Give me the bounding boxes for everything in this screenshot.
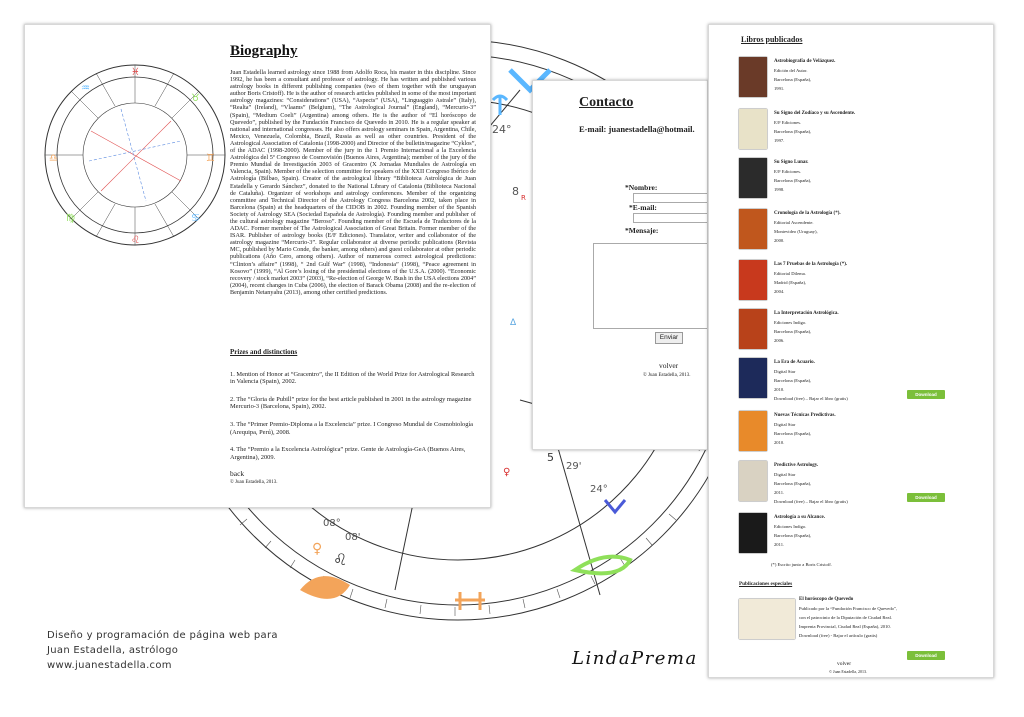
prize-item: 4. The “Premio a la Excelencia Astrológica” prize. Gente de Astrología-GeA (Buenos Aires, Argentina), 2009. <box>230 446 466 461</box>
book-title: Nuevas Técnicas Predictivas. <box>774 413 836 418</box>
svg-text:♌: ♌ <box>333 550 348 569</box>
book-title: Astrología a su Alcance. <box>774 515 826 520</box>
books-note: (*) Escrito junto a Boris Cristoff. <box>771 562 832 567</box>
books-page <box>708 24 994 678</box>
download-link[interactable]: Download (free) – Bajar el libro (gratis) <box>774 499 848 504</box>
svg-text:♊: ♊ <box>206 153 215 164</box>
download-button[interactable]: Download <box>907 651 945 660</box>
book-year: 1991. <box>774 86 785 91</box>
svg-text:♀: ♀ <box>312 541 323 557</box>
book-place: Montevideo (Uruguay), <box>774 229 818 234</box>
contact-page <box>532 80 708 450</box>
prizes-section <box>230 349 478 471</box>
svg-text:08': 08' <box>345 532 361 543</box>
book-publisher: Digital Star <box>774 422 796 427</box>
books-title: Libros publicados <box>741 35 803 44</box>
svg-text:♌: ♌ <box>131 235 140 246</box>
svg-text:♎: ♎ <box>49 153 58 164</box>
book-publisher: E/F Ediciones. <box>774 169 802 174</box>
credits-url[interactable]: www.juanestadella.com <box>47 660 172 671</box>
natal-chart-image <box>41 61 229 249</box>
book-cover-image <box>739 513 767 553</box>
svg-text:♀: ♀ <box>503 467 511 478</box>
svg-text:24°: 24° <box>492 123 512 136</box>
book-cover-image <box>739 461 767 501</box>
biography-page <box>24 24 491 508</box>
svg-text:♉: ♉ <box>191 93 200 104</box>
svg-text:5: 5 <box>547 451 554 464</box>
book-cover-image <box>739 158 767 198</box>
book-place: Barcelona (España), <box>774 481 812 486</box>
svg-text:♍: ♍ <box>66 213 75 224</box>
book-year: 2006. <box>774 338 785 343</box>
book-place: Barcelona (España), <box>774 533 812 538</box>
book-title: La Era de Acuario. <box>774 360 815 365</box>
copyright: © Juan Estadella, 2013. <box>230 480 278 485</box>
name-input[interactable] <box>633 193 708 203</box>
book-year: 2004. <box>774 289 785 294</box>
contact-email[interactable]: E-mail: juanestadella@hotmail. <box>579 124 695 134</box>
book-publisher: E/F Ediciones. <box>774 120 802 125</box>
book-place: Barcelona (España), <box>774 77 812 82</box>
copyright: © Juan Estadella, 2013. <box>643 373 691 378</box>
contact-title: Contacto <box>579 95 634 110</box>
book-publisher: Digital Star <box>774 472 796 477</box>
credits <box>47 628 278 673</box>
book-year: 2000. <box>774 238 785 243</box>
biography-title: Biography <box>230 43 298 59</box>
svg-text:29': 29' <box>566 461 582 472</box>
credits-line: Juan Estadella, astrólogo <box>47 645 179 656</box>
credits-line: Diseño y programación de página web para <box>47 630 278 641</box>
svg-text:R: R <box>521 194 526 202</box>
prize-item: 1. Mention of Honor at “Gracentro”, the II Edition of the World Prize for Astrological Research in Valencia (Spain), 2002. <box>230 370 475 386</box>
book-year: 2010. <box>774 440 785 445</box>
special-line: Imprenta Provincial, Ciudad Real (España), 2010. <box>799 624 891 629</box>
svg-text:♒: ♒ <box>81 83 90 94</box>
svg-text:8: 8 <box>512 185 519 198</box>
download-link[interactable]: Download (free) – Bajar el libro (gratis) <box>774 396 848 401</box>
message-label: *Mensaje: <box>625 226 659 235</box>
book-place: Barcelona (España), <box>774 431 812 436</box>
book-cover-image <box>739 309 767 349</box>
special-cover-image <box>739 599 795 639</box>
special-line: Publicado por la “Fundación Francisco de Quevedo”, <box>799 606 898 611</box>
copyright: © Juan Estadella, 2013. <box>829 669 868 674</box>
book-year: 2011. <box>774 490 785 495</box>
send-button[interactable]: Enviar <box>655 332 683 344</box>
download-link[interactable]: Download (free) - Bajar el artículo (gratis) <box>799 633 878 638</box>
svg-text:08°: 08° <box>323 518 341 529</box>
book-publisher: Editorial Ascendente. <box>774 220 814 225</box>
book-cover-image <box>739 358 767 398</box>
book-publisher: Ediciones Indigo. <box>774 524 807 529</box>
back-link[interactable]: volver <box>837 661 852 667</box>
email-input[interactable] <box>633 213 708 223</box>
prize-item: 2. The “Gloria de Pubill” prize for the best article published in 2001 in the astrology magazine Mercurio-3 (Barcelona, Spain), 2002. <box>230 395 472 411</box>
book-publisher: Ediciones Indigo. <box>774 320 807 325</box>
book-title: La Interpretación Astrológica. <box>774 311 839 316</box>
book-place: Madrid (España), <box>774 280 807 285</box>
book-place: Barcelona (España), <box>774 378 812 383</box>
back-link[interactable]: volver <box>659 361 679 370</box>
back-link[interactable]: back <box>230 469 245 478</box>
name-label: *Nombre: <box>625 183 658 192</box>
biography-text: Juan Estadella learned astrology since 1988 from Adolfo Roca, his master in this discipline. Since 1992, he has been a consultant and professor of astrology. He has written and published various astrology books in different publishing companies (two of them together with the uruguayan author Boris Cristoff). He is the author of research articles published in some of the most important astrology magazines: “Considerations” (USA), “Aspects” (USA), “Linguaggio Astrale” (Italy), “Realta” (Ireland), “Vlaams” (Belgium), “The Astrological Journal” (England), “Mercurio-3” (Spain), “Medium Coeli” (Argentina) among others. He is the author of “El horóscopo de Quevedo”, published by the Fundación Francisco de Quevedo in 2010. He is a regular speaker at national and international congresses. He also offers astrology seminars in Spain, Argentina, Chile, Mexico, Venezuela, Colombia, Brazil, Russia as well as other countries. President of the Astrological Association of Catalonia (1998-2000) and Director of the bulletin/magazine “Cyklos”, of the ADAC (1998-2000). Member of the jury in the 1 Premio Internacional a la Excelencia Astrológica del 5º Congreso de Cosmovisión (Buenos Aires, Argentina); member of the jury of the Premio Mundial de Investigación 2003 of Gracentro (X Jornadas Mundiales de Astrología en Valencia, Spain). Member of the selection committee for speakers of the XXII Congreso Ibérico de Astrología (Bilbao, Spain). Creator of the astrological library “Biblioteca Astrológica de Juan Estadella y Gerardo Sánchez”, donated to the National Library of Catalonia (Biblioteca Nacional de Cataluña). Organizer of workshops and astrology conferences. Member of the organizing committee and Technical Director of the Astrology Congress Barcelona 2002, taken place in Barcelona (Spain) at the headquarters of the CIDOB in 2002. Founding member of the Spanish Society of Astrology SEA (Sociedad Española de Astrología). Founding member and publisher of the cultural astrology magazine “Beroso”. Founding member of the Escuela de Traductores de la ADAC. Former member of The Astrological Association of Great Britain. Former member of the ISAR. Publisher of astrology books (E/F Ediciones). Translator, writer and collaborator of the astrology magazine “Mercurio-3”. Regular collaborator at diverse periodic publications (Revista MC, published by Mario Conde, the banker, among others) and guest collaborator at other periodic publications (Año Cero, among others). Author of numerous correct astrological predictions: “Clinton’s affaire” (1998), “ 2nd Gulf War” (1998), “Indonesia” (1998), “Peace agreement in Kosovo” (1999), “Al Gore’s losing of the presidential elections of the U.S.A. (2000). “Economic recovery / stock market 2003” (2003), “Re-election of George W. Bush in the USA elections 2004” (2004), recent changes in Cuba (2006), the election of Barack Obama (2008) and the re-election of Benjamin Netanyahu (2013), among other certified predictions. <box>230 69 476 296</box>
book-title: Su Signo del Zodíaco y su Ascendente. <box>774 111 856 116</box>
book-title: Astrobiografía de Velázquez. <box>774 59 836 64</box>
book-title: Cronología de la Astrología (*). <box>774 211 841 216</box>
svg-text:♋: ♋ <box>191 213 200 224</box>
svg-text:Δ: Δ <box>510 318 517 328</box>
designer-signature: LindaPrema <box>572 648 698 669</box>
book-publisher: Digital Star <box>774 369 796 374</box>
book-place: Barcelona (España), <box>774 129 812 134</box>
svg-text:24°: 24° <box>590 484 608 495</box>
message-textarea[interactable] <box>593 243 708 329</box>
prize-item: 3. The “Primer Premio-Diploma a la Excelencia” prize. I Congreso Mundial de Cosmobiología (Arequipa, Perú), 2008. <box>230 420 474 436</box>
book-cover-image <box>739 209 767 249</box>
download-button[interactable]: Download <box>907 390 945 399</box>
prizes-title: Prizes and distinctions <box>230 348 298 356</box>
download-button[interactable]: Download <box>907 493 945 502</box>
book-cover-image <box>739 57 767 97</box>
book-title: Las 7 Pruebas de la Astrología (*). <box>774 262 848 267</box>
book-year: 1998. <box>774 187 785 192</box>
book-year: 2010. <box>774 387 785 392</box>
special-title: El horóscopo de Quevedo <box>799 597 854 602</box>
book-title: Predictive Astrology. <box>774 463 819 468</box>
book-cover-image <box>739 109 767 149</box>
book-title: Su Signo Lunar. <box>774 160 809 165</box>
email-label: *E-mail: <box>629 203 657 212</box>
book-publisher: Editorial Dilema. <box>774 271 806 276</box>
svg-text:♓: ♓ <box>131 67 140 78</box>
special-publications-title: Publicaciones especiales <box>739 581 793 587</box>
book-cover-image <box>739 260 767 300</box>
book-year: 1997. <box>774 138 785 143</box>
book-place: Barcelona (España), <box>774 178 812 183</box>
book-year: 2011. <box>774 542 785 547</box>
book-publisher: Edición del Autor. <box>774 68 808 73</box>
book-cover-image <box>739 411 767 451</box>
book-place: Barcelona (España), <box>774 329 812 334</box>
special-line: con el patrocinio de la Diputación de Ciudad Real. <box>799 615 892 620</box>
